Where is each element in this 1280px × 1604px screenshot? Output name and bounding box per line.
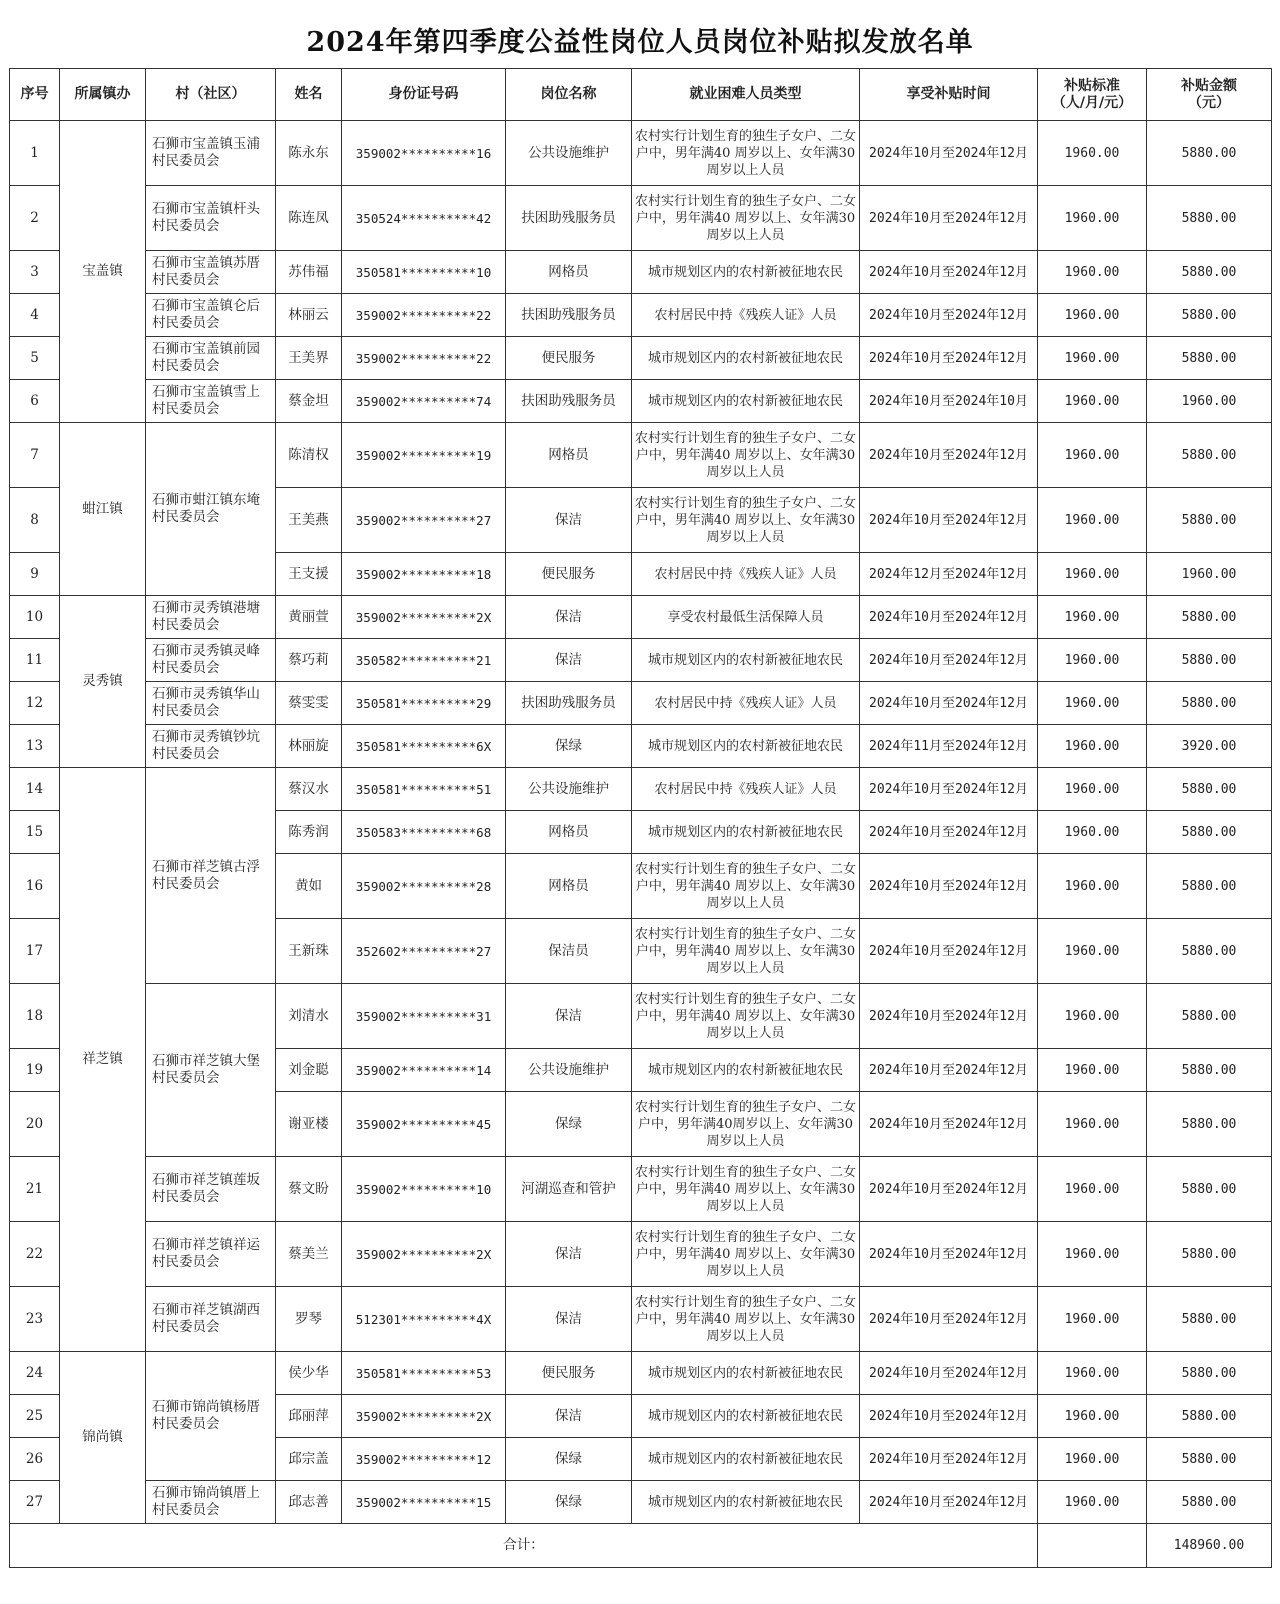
header-amount (1147, 69, 1272, 121)
row-standard: 1960.00 (1038, 251, 1147, 294)
table-row (10, 1481, 1272, 1524)
row-seq: 24 (10, 1352, 60, 1395)
row-id: 359002**********22 (342, 294, 506, 337)
row-period: 2024年10月至2024年12月 (860, 294, 1038, 337)
row-standard: 1960.00 (1038, 294, 1147, 337)
row-standard: 1960.00 (1038, 1395, 1147, 1438)
row-name: 谢亚楼 (276, 1092, 342, 1157)
table-row (10, 294, 1272, 337)
village-cell: 石狮市灵秀镇港塘村民委员会 (146, 596, 276, 639)
row-period: 2024年11月至2024年12月 (860, 725, 1038, 768)
row-seq: 7 (10, 423, 60, 488)
village-cell: 石狮市祥芝镇古浮村民委员会 (146, 768, 276, 984)
village-cell: 石狮市祥芝镇祥运村民委员会 (146, 1222, 276, 1287)
row-seq: 1 (10, 121, 60, 186)
table-row (10, 1222, 1272, 1287)
table-row (10, 1352, 1272, 1395)
town-cell: 祥芝镇 (60, 768, 146, 1352)
row-seq: 4 (10, 294, 60, 337)
row-name: 陈清权 (276, 423, 342, 488)
town-cell: 蚶江镇 (60, 423, 146, 596)
row-standard: 1960.00 (1038, 423, 1147, 488)
row-name: 罗琴 (276, 1287, 342, 1352)
row-amount: 5880.00 (1147, 251, 1272, 294)
table-row (10, 423, 1272, 488)
row-type: 享受农村最低生活保障人员 (632, 596, 860, 639)
row-seq: 8 (10, 488, 60, 553)
row-amount: 5880.00 (1147, 768, 1272, 811)
row-post: 网格员 (506, 251, 632, 294)
row-type: 农村实行计划生育的独生子女户、二女户中，男年满40 周岁以上、女年满30周岁以上人员 (632, 1157, 860, 1222)
row-period: 2024年10月至2024年12月 (860, 121, 1038, 186)
row-amount: 5880.00 (1147, 294, 1272, 337)
row-id: 512301**********4X (342, 1287, 506, 1352)
table-row (10, 1287, 1272, 1352)
row-seq: 6 (10, 380, 60, 423)
row-type: 城市规划区内的农村新被征地农民 (632, 811, 860, 854)
row-amount: 5880.00 (1147, 1352, 1272, 1395)
row-id: 350583**********68 (342, 811, 506, 854)
row-seq: 19 (10, 1049, 60, 1092)
row-post: 扶困助残服务员 (506, 380, 632, 423)
row-id: 359002**********27 (342, 488, 506, 553)
row-period: 2024年10月至2024年12月 (860, 1222, 1038, 1287)
row-name: 苏伟福 (276, 251, 342, 294)
row-type: 农村居民中持《残疾人证》人员 (632, 294, 860, 337)
row-period: 2024年10月至2024年12月 (860, 1092, 1038, 1157)
row-amount: 5880.00 (1147, 1438, 1272, 1481)
row-amount: 5880.00 (1147, 682, 1272, 725)
village-cell: 石狮市祥芝镇湖西村民委员会 (146, 1287, 276, 1352)
row-name: 王美界 (276, 337, 342, 380)
table-row (10, 596, 1272, 639)
row-seq: 21 (10, 1157, 60, 1222)
row-post: 保洁 (506, 596, 632, 639)
table-row (10, 380, 1272, 423)
header-seq: 序号 (10, 69, 60, 121)
row-amount: 5880.00 (1147, 1049, 1272, 1092)
row-type: 城市规划区内的农村新被征地农民 (632, 1352, 860, 1395)
row-seq: 3 (10, 251, 60, 294)
row-post: 便民服务 (506, 337, 632, 380)
row-amount: 5880.00 (1147, 919, 1272, 984)
row-standard: 1960.00 (1038, 1092, 1147, 1157)
row-name: 刘金聪 (276, 1049, 342, 1092)
row-id: 350581**********10 (342, 251, 506, 294)
row-standard: 1960.00 (1038, 984, 1147, 1049)
row-period: 2024年10月至2024年12月 (860, 811, 1038, 854)
row-type: 城市规划区内的农村新被征地农民 (632, 725, 860, 768)
village-cell: 石狮市蚶江镇东埯村民委员会 (146, 423, 276, 596)
row-period: 2024年12月至2024年12月 (860, 553, 1038, 596)
village-cell: 石狮市锦尚镇杨厝村民委员会 (146, 1352, 276, 1481)
row-post: 扶困助残服务员 (506, 294, 632, 337)
row-period: 2024年10月至2024年12月 (860, 1049, 1038, 1092)
total-label: 合计： (10, 1524, 1038, 1568)
row-standard: 1960.00 (1038, 919, 1147, 984)
row-post: 网格员 (506, 423, 632, 488)
row-name: 邱宗盖 (276, 1438, 342, 1481)
row-standard: 1960.00 (1038, 1222, 1147, 1287)
town-cell: 锦尚镇 (60, 1352, 146, 1524)
row-period: 2024年10月至2024年12月 (860, 919, 1038, 984)
row-amount: 5880.00 (1147, 186, 1272, 251)
row-type: 城市规划区内的农村新被征地农民 (632, 639, 860, 682)
row-type: 农村实行计划生育的独生子女户、二女户中，男年满40 周岁以上、女年满30周岁以上人员 (632, 488, 860, 553)
row-name: 王支援 (276, 553, 342, 596)
row-name: 蔡雯雯 (276, 682, 342, 725)
row-post: 网格员 (506, 811, 632, 854)
row-period: 2024年10月至2024年12月 (860, 1157, 1038, 1222)
row-period: 2024年10月至2024年12月 (860, 596, 1038, 639)
row-post: 公共设施维护 (506, 768, 632, 811)
village-cell: 石狮市灵秀镇灵峰村民委员会 (146, 639, 276, 682)
header-post: 岗位名称 (506, 69, 632, 121)
row-id: 359002**********74 (342, 380, 506, 423)
table-row (10, 186, 1272, 251)
row-amount: 3920.00 (1147, 725, 1272, 768)
village-cell: 石狮市宝盖镇玉浦村民委员会 (146, 121, 276, 186)
row-period: 2024年10月至2024年12月 (860, 854, 1038, 919)
table-row (10, 121, 1272, 186)
row-seq: 2 (10, 186, 60, 251)
header-standard (1038, 69, 1147, 121)
table-row (10, 1157, 1272, 1222)
row-standard: 1960.00 (1038, 337, 1147, 380)
row-seq: 17 (10, 919, 60, 984)
row-id: 350581**********51 (342, 768, 506, 811)
row-seq: 11 (10, 639, 60, 682)
row-name: 蔡汉水 (276, 768, 342, 811)
header-id: 身份证号码 (342, 69, 506, 121)
row-type: 城市规划区内的农村新被征地农民 (632, 1438, 860, 1481)
town-cell: 宝盖镇 (60, 121, 146, 423)
row-amount: 5880.00 (1147, 337, 1272, 380)
row-amount: 5880.00 (1147, 596, 1272, 639)
row-id: 352602**********27 (342, 919, 506, 984)
row-amount: 5880.00 (1147, 488, 1272, 553)
row-post: 保洁 (506, 984, 632, 1049)
row-type: 农村实行计划生育的独生子女户、二女户中，男年满40 周岁以上、女年满30周岁以上人员 (632, 1222, 860, 1287)
row-period: 2024年10月至2024年12月 (860, 1395, 1038, 1438)
row-seq: 5 (10, 337, 60, 380)
row-period: 2024年10月至2024年12月 (860, 1352, 1038, 1395)
row-amount: 5880.00 (1147, 423, 1272, 488)
row-standard: 1960.00 (1038, 854, 1147, 919)
row-id: 359002**********2X (342, 1395, 506, 1438)
row-standard: 1960.00 (1038, 488, 1147, 553)
village-cell: 石狮市宝盖镇杆头村民委员会 (146, 186, 276, 251)
row-standard: 1960.00 (1038, 1157, 1147, 1222)
table-row (10, 768, 1272, 811)
row-period: 2024年10月至2024年12月 (860, 488, 1038, 553)
row-amount: 5880.00 (1147, 639, 1272, 682)
header-standard-line2: （人/月/元） (1051, 94, 1133, 111)
row-type: 农村居民中持《残疾人证》人员 (632, 553, 860, 596)
header-name: 姓名 (276, 69, 342, 121)
row-post: 保绿 (506, 1438, 632, 1481)
village-cell: 石狮市祥芝镇莲坂村民委员会 (146, 1157, 276, 1222)
row-amount: 5880.00 (1147, 1287, 1272, 1352)
row-name: 黄丽萱 (276, 596, 342, 639)
row-period: 2024年10月至2024年12月 (860, 682, 1038, 725)
row-type: 农村实行计划生育的独生子女户、二女户中，男年满40 周岁以上、女年满30周岁以上人员 (632, 121, 860, 186)
row-post: 公共设施维护 (506, 121, 632, 186)
row-post: 公共设施维护 (506, 1049, 632, 1092)
page-title: 2024年第四季度公益性岗位人员岗位补贴拟发放名单 (306, 27, 974, 58)
village-cell: 石狮市灵秀镇钞坑村民委员会 (146, 725, 276, 768)
row-amount: 5880.00 (1147, 1222, 1272, 1287)
row-period: 2024年10月至2024年10月 (860, 380, 1038, 423)
row-amount: 5880.00 (1147, 984, 1272, 1049)
row-id: 350524**********42 (342, 186, 506, 251)
row-amount: 5880.00 (1147, 1395, 1272, 1438)
row-name: 黄如 (276, 854, 342, 919)
row-post: 保绿 (506, 725, 632, 768)
village-cell: 石狮市宝盖镇雪上村民委员会 (146, 380, 276, 423)
village-cell: 石狮市宝盖镇前园村民委员会 (146, 337, 276, 380)
row-period: 2024年10月至2024年12月 (860, 1287, 1038, 1352)
header-village: 村（社区） (146, 69, 276, 121)
row-post: 保洁 (506, 488, 632, 553)
row-standard: 1960.00 (1038, 725, 1147, 768)
row-id: 350581**********6X (342, 725, 506, 768)
row-standard: 1960.00 (1038, 186, 1147, 251)
row-period: 2024年10月至2024年12月 (860, 639, 1038, 682)
row-id: 350582**********21 (342, 639, 506, 682)
subsidy-table (9, 68, 1272, 1568)
row-amount: 5880.00 (1147, 1157, 1272, 1222)
row-standard: 1960.00 (1038, 1287, 1147, 1352)
village-cell: 石狮市锦尚镇厝上村民委员会 (146, 1481, 276, 1524)
row-post: 扶困助残服务员 (506, 682, 632, 725)
row-post: 保绿 (506, 1481, 632, 1524)
row-id: 350581**********29 (342, 682, 506, 725)
header-amount-line1: 补贴金额 (1181, 77, 1237, 94)
row-name: 蔡文盼 (276, 1157, 342, 1222)
row-type: 城市规划区内的农村新被征地农民 (632, 1481, 860, 1524)
row-seq: 18 (10, 984, 60, 1049)
row-id: 359002**********15 (342, 1481, 506, 1524)
row-seq: 9 (10, 553, 60, 596)
row-amount: 5880.00 (1147, 1481, 1272, 1524)
row-period: 2024年10月至2024年12月 (860, 1481, 1038, 1524)
row-name: 林丽旋 (276, 725, 342, 768)
village-cell: 石狮市祥芝镇大堡村民委员会 (146, 984, 276, 1157)
row-name: 王美燕 (276, 488, 342, 553)
row-period: 2024年10月至2024年12月 (860, 984, 1038, 1049)
header-town: 所属镇办 (60, 69, 146, 121)
row-name: 陈连凤 (276, 186, 342, 251)
row-post: 保洁员 (506, 919, 632, 984)
row-period: 2024年10月至2024年12月 (860, 186, 1038, 251)
row-name: 邱丽萍 (276, 1395, 342, 1438)
row-seq: 25 (10, 1395, 60, 1438)
row-seq: 16 (10, 854, 60, 919)
row-type: 农村实行计划生育的独生子女户、二女户中，男年满40 周岁以上、女年满30周岁以上人员 (632, 1287, 860, 1352)
row-type: 城市规划区内的农村新被征地农民 (632, 251, 860, 294)
row-name: 刘清水 (276, 984, 342, 1049)
row-name: 蔡巧莉 (276, 639, 342, 682)
row-period: 2024年10月至2024年12月 (860, 1438, 1038, 1481)
row-standard: 1960.00 (1038, 811, 1147, 854)
row-type: 农村实行计划生育的独生子女户、二女户中，男年满40 周岁以上、女年满30周岁以上人员 (632, 423, 860, 488)
row-post: 保洁 (506, 1395, 632, 1438)
village-cell: 石狮市灵秀镇华山村民委员会 (146, 682, 276, 725)
row-post: 保绿 (506, 1092, 632, 1157)
row-type: 城市规划区内的农村新被征地农民 (632, 1049, 860, 1092)
row-post: 保洁 (506, 1287, 632, 1352)
row-period: 2024年10月至2024年12月 (860, 251, 1038, 294)
row-id: 359002**********12 (342, 1438, 506, 1481)
town-cell: 灵秀镇 (60, 596, 146, 768)
row-post: 网格员 (506, 854, 632, 919)
row-post: 保洁 (506, 1222, 632, 1287)
row-seq: 20 (10, 1092, 60, 1157)
row-name: 陈永东 (276, 121, 342, 186)
row-post: 保洁 (506, 639, 632, 682)
row-name: 侯少华 (276, 1352, 342, 1395)
row-id: 359002**********18 (342, 553, 506, 596)
row-standard: 1960.00 (1038, 1438, 1147, 1481)
row-seq: 27 (10, 1481, 60, 1524)
row-post: 便民服务 (506, 553, 632, 596)
row-id: 359002**********31 (342, 984, 506, 1049)
row-seq: 10 (10, 596, 60, 639)
row-standard: 1960.00 (1038, 682, 1147, 725)
row-standard: 1960.00 (1038, 121, 1147, 186)
row-post: 扶困助残服务员 (506, 186, 632, 251)
row-type: 城市规划区内的农村新被征地农民 (632, 337, 860, 380)
row-standard: 1960.00 (1038, 380, 1147, 423)
row-name: 林丽云 (276, 294, 342, 337)
row-post: 河湖巡查和管护 (506, 1157, 632, 1222)
row-type: 农村实行计划生育的独生子女户、二女户中，男年满40周岁以上、女年满30周岁以上人员 (632, 1092, 860, 1157)
row-seq: 23 (10, 1287, 60, 1352)
row-amount: 5880.00 (1147, 121, 1272, 186)
row-type: 城市规划区内的农村新被征地农民 (632, 380, 860, 423)
row-name: 蔡美兰 (276, 1222, 342, 1287)
row-standard: 1960.00 (1038, 639, 1147, 682)
total-empty (1038, 1524, 1147, 1568)
row-period: 2024年10月至2024年12月 (860, 423, 1038, 488)
row-amount: 5880.00 (1147, 1092, 1272, 1157)
row-type: 城市规划区内的农村新被征地农民 (632, 1395, 860, 1438)
row-name: 王新珠 (276, 919, 342, 984)
row-id: 359002**********22 (342, 337, 506, 380)
total-amount: 148960.00 (1147, 1524, 1272, 1568)
header-type: 就业困难人员类型 (632, 69, 860, 121)
row-seq: 14 (10, 768, 60, 811)
total-row (10, 1524, 1272, 1568)
row-seq: 26 (10, 1438, 60, 1481)
row-name: 蔡金坦 (276, 380, 342, 423)
row-type: 农村居民中持《残疾人证》人员 (632, 768, 860, 811)
table-row (10, 725, 1272, 768)
row-id: 359002**********19 (342, 423, 506, 488)
header-row (10, 69, 1272, 121)
row-amount: 5880.00 (1147, 811, 1272, 854)
row-seq: 13 (10, 725, 60, 768)
row-type: 农村实行计划生育的独生子女户、二女户中，男年满40 周岁以上、女年满30周岁以上人员 (632, 919, 860, 984)
row-id: 359002**********10 (342, 1157, 506, 1222)
row-name: 邱志善 (276, 1481, 342, 1524)
row-seq: 22 (10, 1222, 60, 1287)
row-standard: 1960.00 (1038, 1352, 1147, 1395)
row-type: 农村实行计划生育的独生子女户、二女户中，男年满40 周岁以上、女年满30周岁以上人员 (632, 854, 860, 919)
header-period: 享受补贴时间 (860, 69, 1038, 121)
row-standard: 1960.00 (1038, 596, 1147, 639)
row-name: 陈秀润 (276, 811, 342, 854)
row-seq: 15 (10, 811, 60, 854)
row-id: 359002**********2X (342, 596, 506, 639)
table-row (10, 682, 1272, 725)
row-id: 359002**********45 (342, 1092, 506, 1157)
row-type: 农村实行计划生育的独生子女户、二女户中，男年满40 周岁以上、女年满30周岁以上人员 (632, 186, 860, 251)
table-row (10, 639, 1272, 682)
row-seq: 12 (10, 682, 60, 725)
row-period: 2024年10月至2024年12月 (860, 337, 1038, 380)
row-id: 359002**********14 (342, 1049, 506, 1092)
row-standard: 1960.00 (1038, 553, 1147, 596)
row-id: 350581**********53 (342, 1352, 506, 1395)
row-id: 359002**********2X (342, 1222, 506, 1287)
row-id: 359002**********16 (342, 121, 506, 186)
village-cell: 石狮市宝盖镇苏厝村民委员会 (146, 251, 276, 294)
row-standard: 1960.00 (1038, 1481, 1147, 1524)
village-cell: 石狮市宝盖镇仑后村民委员会 (146, 294, 276, 337)
table-row (10, 251, 1272, 294)
row-type: 农村实行计划生育的独生子女户、二女户中，男年满40 周岁以上、女年满30周岁以上人员 (632, 984, 860, 1049)
table-row (10, 337, 1272, 380)
row-standard: 1960.00 (1038, 1049, 1147, 1092)
row-standard: 1960.00 (1038, 768, 1147, 811)
header-standard-line1: 补贴标准 (1064, 77, 1120, 94)
row-id: 359002**********28 (342, 854, 506, 919)
row-period: 2024年10月至2024年12月 (860, 768, 1038, 811)
row-amount: 1960.00 (1147, 553, 1272, 596)
header-amount-line2: （元） (1188, 94, 1230, 111)
table-row (10, 984, 1272, 1049)
row-amount: 5880.00 (1147, 854, 1272, 919)
row-amount: 1960.00 (1147, 380, 1272, 423)
row-type: 农村居民中持《残疾人证》人员 (632, 682, 860, 725)
row-post: 便民服务 (506, 1352, 632, 1395)
